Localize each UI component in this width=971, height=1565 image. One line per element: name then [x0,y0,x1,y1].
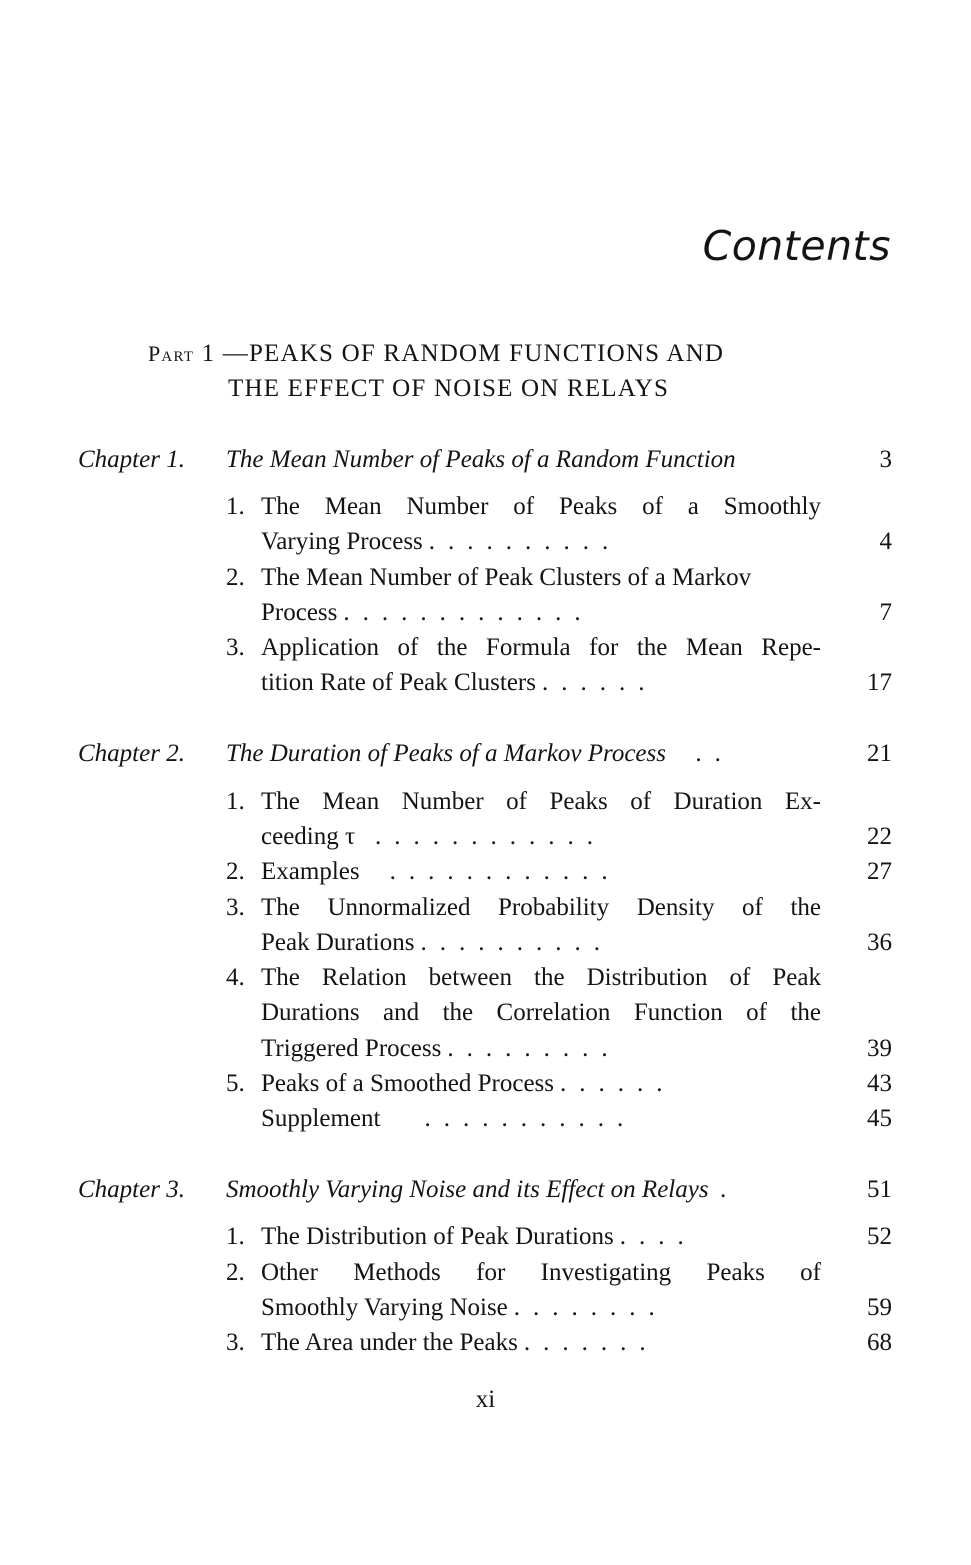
entry-page-number: 59 [867,1294,892,1322]
entry-page-number: 4 [879,528,892,556]
part-label: Part [148,341,195,366]
toc-entry [226,784,892,855]
chapter-2-row [78,736,892,772]
leader-dots: .......... [420,929,613,957]
chapter-page-number: 3 [879,446,892,473]
leader-dots: ........... [424,1105,637,1132]
entry-page-number: 36 [867,929,892,957]
entry-line: The Distribution of Peak Durations [261,1223,614,1250]
entry-page-number: 27 [867,858,892,885]
toc-entry [226,1255,892,1326]
toc-entry [226,1101,892,1136]
entry-line: Varying Process [261,528,423,556]
toc-entry [226,489,892,560]
entry-line: The Mean Number of Peaks of Duration Ex- [261,788,821,815]
page-title: Contents [702,222,891,270]
entry-line: Application of the Formula for the Mean Repe- [261,634,821,661]
entry-line: Peaks of a Smoothed Process [261,1070,555,1097]
chapter-1-row [78,442,892,478]
toc-entry [226,890,892,961]
entry-line: Process [261,599,338,627]
entry-page-number: 22 [867,823,892,851]
leader-dots: .......... [428,528,622,556]
leader-dots: ...... [541,669,658,697]
section-number: 4. [226,964,245,991]
chapter-label: Chapter 1. [78,446,185,473]
toc-entry [226,1066,892,1101]
chapter-title: The Mean Number of Peaks of a Random Function [226,446,736,473]
toc-entry [226,960,892,1066]
part-number: 1 [201,340,216,367]
part-dash: — [222,340,249,367]
section-number: 2. [226,858,245,885]
part-title-line-2: THE EFFECT OF NOISE ON RELAYS [228,375,670,402]
toc-entry [226,854,892,889]
leader-dots: ........ [513,1294,668,1322]
part-title-line-1: PEAKS OF RANDOM FUNCTIONS AND [248,340,725,367]
leader-dots: ....... [523,1329,659,1356]
entry-line: tition Rate of Peak Clusters [261,669,536,697]
entry-page-number: 7 [879,599,892,627]
entry-page-number: 17 [867,669,892,697]
section-number: 1. [226,1223,245,1250]
entry-line: The Unnormalized Probability Density of the [261,894,821,921]
chapter-title: Smoothly Varying Noise and its Effect on Relays . [226,1176,740,1203]
section-number: 1. [226,493,245,520]
entry-page-number: 39 [867,1034,892,1062]
leader-dots: ............ [389,858,621,885]
entry-line: Triggered Process [261,1034,442,1062]
entry-line: ceeding τ [261,823,356,851]
chapter-title: The Duration of Peaks of a Markov Process .. [226,740,735,767]
entry-line: Peak Durations [261,929,415,957]
section-number: 3. [226,894,245,921]
entry-page-number: 45 [867,1105,892,1132]
section-number: 2. [226,1259,245,1286]
chapter-3-row [78,1172,892,1208]
section-number: 2. [226,564,245,591]
leader-dots: ......... [447,1034,621,1062]
chapter-page-number: 51 [867,1176,892,1203]
leader-dots: ...... [560,1070,676,1097]
leader-dots: ............. [343,599,594,627]
entry-line: The Area under the Peaks [261,1329,518,1356]
leader-dots: ............ [375,823,607,851]
entry-line: The Mean Number of Peak Clusters of a Markov [261,564,752,591]
toc-entry [226,560,892,631]
section-number: 5. [226,1070,245,1097]
entry-line: Smoothly Varying Noise [261,1294,508,1322]
chapter-page-number: 21 [867,740,892,767]
part-heading [148,336,724,406]
page-folio: xi [475,1386,496,1413]
entry-page-number: 68 [867,1329,892,1356]
section-number: 3. [226,634,245,661]
entry-page-number: 52 [867,1223,892,1250]
section-number: 1. [226,788,245,815]
chapter-label: Chapter 2. [78,740,185,767]
entry-line: Durations and the Correlation Function of the [261,999,821,1027]
toc-entry [226,1219,892,1254]
chapter-label: Chapter 3. [78,1176,185,1203]
entry-line: Other Methods for Investigating Peaks of [261,1259,821,1286]
entry-line: Supplement [261,1105,381,1132]
entry-page-number: 43 [867,1070,892,1097]
toc-entry [226,630,892,701]
entry-line: The Relation between the Distribution of Peak [261,964,821,991]
entry-line: Examples [261,858,360,885]
section-number: 3. [226,1329,245,1356]
entry-line: The Mean Number of Peaks of a Smoothly [261,493,821,520]
leader-dots: .... [619,1223,697,1250]
toc-entry [226,1325,892,1360]
